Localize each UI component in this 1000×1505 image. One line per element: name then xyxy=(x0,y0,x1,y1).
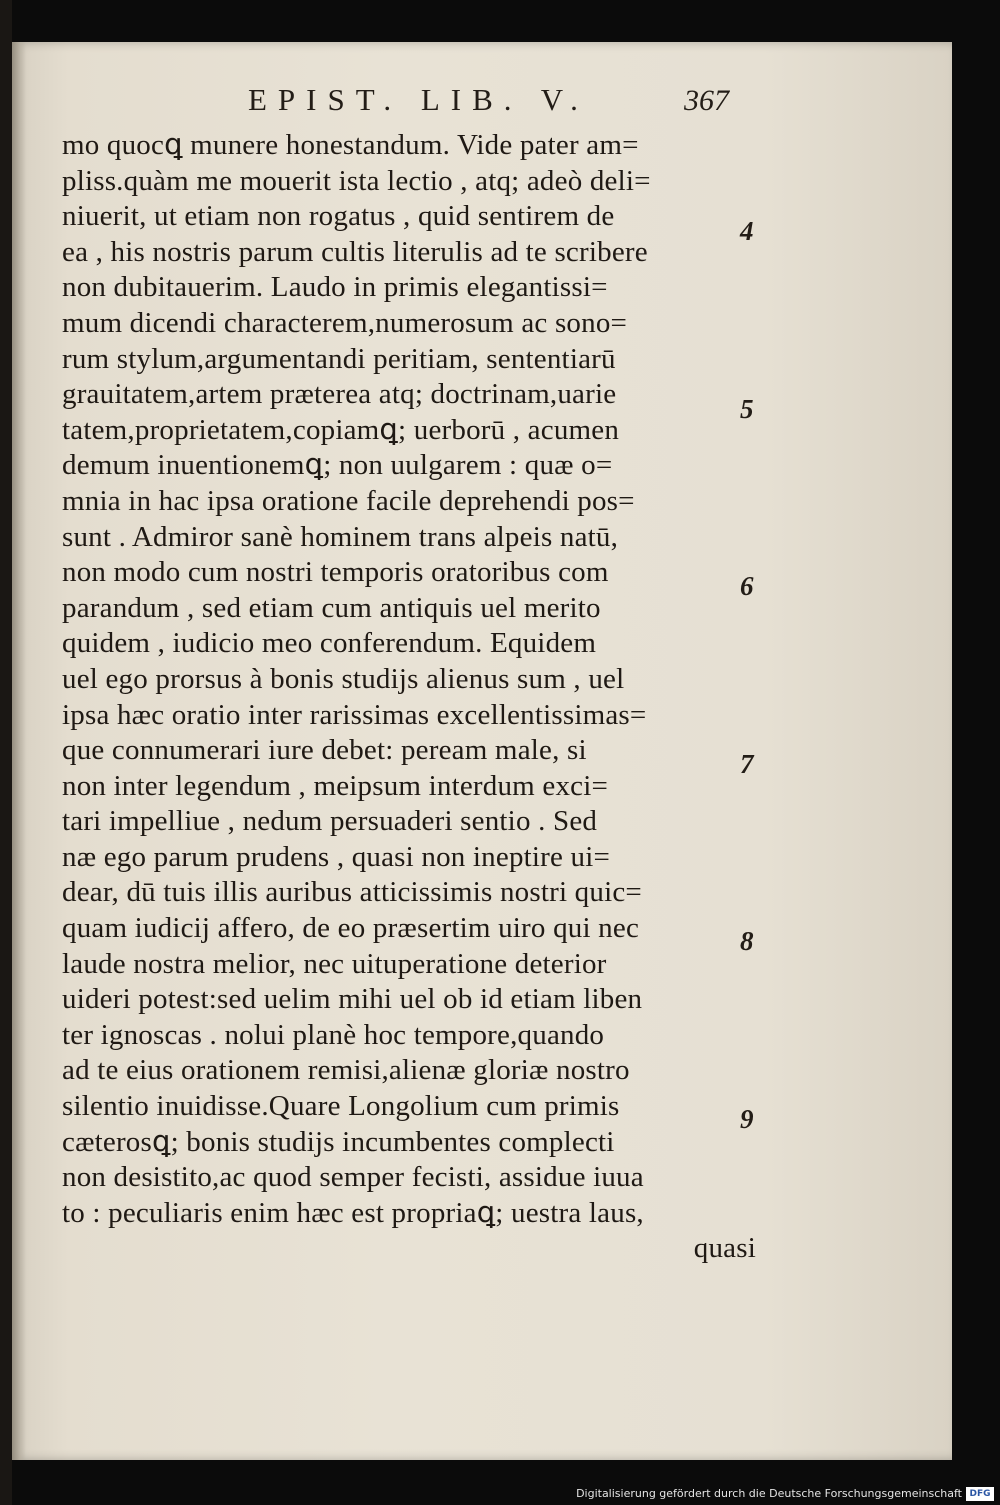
text-line: demum inuentionemꝗ; non uulgarem : quæ o= xyxy=(62,449,613,482)
text-line: tari impelliue , nedum persuaderi sentio . Sed xyxy=(62,805,598,838)
text-line: que connumerari iure debet: peream male, si xyxy=(62,734,587,767)
margin-note: 9 xyxy=(740,1104,754,1134)
running-header xyxy=(248,82,748,122)
text-line: uideri potest:sed uelim mihi uel ob id etiam liben xyxy=(62,983,643,1016)
text-line: laude nostra melior, nec uituperatione deterior xyxy=(62,947,607,980)
text-line: tatem,proprietatem,copiamꝗ; uerborū , acumen xyxy=(62,413,620,446)
page-number: 367 xyxy=(684,84,729,117)
book-cover-edge xyxy=(0,0,12,1505)
text-line: parandum , sed etiam cum antiquis uel merito xyxy=(62,591,601,624)
text-line: non desistito,ac quod semper fecisti, assidue iuua xyxy=(62,1161,644,1194)
running-title: EPIST. LIB. V. xyxy=(248,82,589,117)
text-line: mnia in hac ipsa oratione facile deprehendi pos= xyxy=(62,484,635,517)
funding-credit: Digitalisierung gefördert durch die Deutsche Forschungsgemeinschaft xyxy=(576,1487,962,1500)
text-line: niuerit, ut etiam non rogatus , quid sentirem de xyxy=(62,200,615,233)
text-line: grauitatem,artem præterea atq; doctrinam,uarie xyxy=(62,378,617,411)
margin-note: 7 xyxy=(740,749,754,779)
text-line: pliss.quàm me mouerit ista lectio , atq; adeò deli= xyxy=(62,164,651,197)
text-line: quidem , iudicio meo conferendum. Equidem xyxy=(62,627,597,660)
margin-note: 8 xyxy=(740,926,754,956)
body-text xyxy=(62,128,762,1267)
text-line: non inter legendum , meipsum interdum exci= xyxy=(62,769,609,802)
text-line: uel ego prorsus à bonis studijs alienus sum , uel xyxy=(62,662,625,695)
text-line: mum dicendi characterem,numerosum ac sono= xyxy=(62,306,628,339)
text-line: mo quocꝗ munere honestandum. Vide pater am= xyxy=(62,129,639,161)
margin-note: 6 xyxy=(740,571,754,601)
text-line: sunt . Admiror sanè hominem trans alpeis natū, xyxy=(62,520,619,553)
text-line: rum stylum,argumentandi peritiam, sententiarū xyxy=(62,342,616,375)
text-line: non dubitauerim. Laudo in primis elegantissi= xyxy=(62,271,608,304)
text-line: non modo cum nostri temporis oratoribus com xyxy=(62,556,609,589)
text-line: silentio inuidisse.Quare Longolium cum primis xyxy=(62,1090,620,1123)
text-line: næ ego parum prudens , quasi non ineptire ui= xyxy=(62,840,611,873)
dfg-logo: DFG xyxy=(966,1487,994,1501)
text-line: ipsa hæc oratio inter rarissimas excellentissimas= xyxy=(62,698,647,731)
text-line: cæterosꝗ; bonis studijs incumbentes complecti xyxy=(62,1125,615,1158)
text-line: quam iudicij affero, de eo præsertim uiro qui nec xyxy=(62,912,640,945)
margin-note: 4 xyxy=(740,216,754,246)
page-gutter-shadow xyxy=(12,42,26,1460)
text-line: ter ignoscas . nolui planè hoc tempore,quando xyxy=(62,1018,605,1051)
text-line: ad te eius orationem remisi,alienæ gloriæ nostro xyxy=(62,1054,630,1087)
text-line: dear, dū tuis illis auribus atticissimis nostri quic= xyxy=(62,876,642,909)
text-line: to : peculiaris enim hæc est propriaꝗ; uestra laus, xyxy=(62,1196,644,1229)
footer-bar xyxy=(0,1484,1000,1505)
text-line: ea , his nostris parum cultis literulis ad te scribere xyxy=(62,235,648,268)
margin-note: 5 xyxy=(740,394,754,424)
catchword: quasi xyxy=(693,1232,756,1265)
